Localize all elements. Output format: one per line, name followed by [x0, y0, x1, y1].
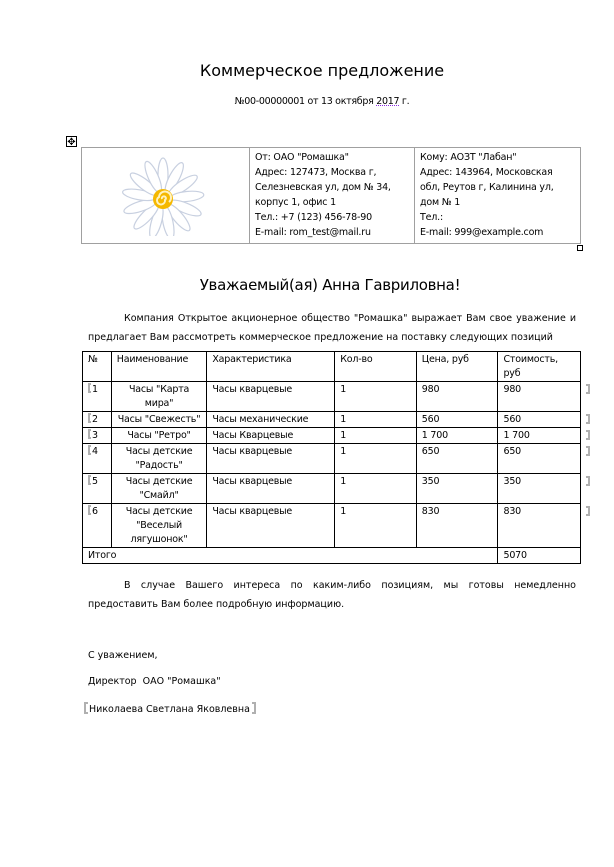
row-characteristic: Часы механические	[207, 412, 335, 428]
row-price: 1 700	[416, 428, 498, 444]
row-cost: 980	[503, 384, 522, 395]
table-row	[83, 428, 581, 444]
bookmark-start-icon	[88, 383, 91, 393]
row-price: 650	[416, 444, 498, 474]
header-qty: Кол-во	[335, 352, 417, 382]
row-name: Часы "Ретро"	[111, 428, 207, 444]
row-qty: 1	[335, 382, 417, 412]
row-characteristic: Часы кварцевые	[207, 504, 335, 548]
recipient-address-1: Адрес: 143964, Московская	[420, 167, 553, 178]
document-year: 2017	[376, 96, 400, 107]
row-characteristic: Часы кварцевые	[207, 474, 335, 504]
document-number: №00-00000001 от 13 октября	[234, 96, 377, 107]
row-qty: 1	[335, 428, 417, 444]
row-cost: 350	[503, 476, 522, 487]
bookmark-start-icon	[84, 702, 88, 714]
row-cost: 650	[503, 446, 522, 457]
sender-address-1: Адрес: 127473, Москва г,	[255, 167, 377, 178]
recipient-phone: Тел.:	[420, 212, 443, 223]
row-price: 560	[416, 412, 498, 428]
bookmark-end-icon	[586, 506, 590, 516]
table-move-handle-icon[interactable]: ✥	[67, 137, 76, 148]
document-year-suffix: г.	[399, 96, 410, 107]
table-row	[83, 382, 581, 412]
bookmark-end-icon	[586, 430, 590, 440]
signature-position: Директор ОАО "Ромашка"	[88, 676, 221, 687]
row-num: 1	[92, 384, 98, 395]
document-title: Коммерческое предложение	[199, 61, 445, 80]
row-qty: 1	[335, 412, 417, 428]
bookmark-end-icon	[586, 446, 590, 456]
header-table	[81, 147, 581, 244]
row-characteristic: Часы кварцевые	[207, 444, 335, 474]
items-table	[82, 351, 581, 564]
row-characteristic: Часы Кварцевые	[207, 428, 335, 444]
row-price: 980	[416, 382, 498, 412]
table-row	[83, 474, 581, 504]
row-num: 3	[92, 430, 98, 441]
row-price: 350	[416, 474, 498, 504]
recipient-name: Кому: АОЗТ "Лабан"	[420, 152, 517, 163]
row-num: 4	[92, 446, 98, 457]
signature-name-line	[84, 702, 256, 715]
document-number-date	[0, 96, 614, 107]
row-name: Часы "Карта мира"	[111, 382, 207, 412]
table-row	[83, 444, 581, 474]
table-row	[83, 412, 581, 428]
total-value: 5070	[498, 548, 581, 564]
row-cost: 830	[503, 506, 522, 517]
sender-email: E-mail: rom_test@mail.ru	[255, 227, 371, 238]
closing-paragraph: В случае Вашего интереса по каким-либо позициям, мы готовы немедленно предоставить Вам более подробную информацию.	[88, 580, 576, 610]
table-resize-handle-icon[interactable]	[577, 245, 583, 251]
chamomile-logo-icon	[115, 154, 215, 236]
sender-info	[250, 148, 415, 244]
header-name: Наименование	[111, 352, 207, 382]
row-cost: 1 700	[503, 430, 530, 441]
recipient-email: E-mail: 999@example.com	[420, 227, 544, 238]
table-total-row	[83, 548, 581, 564]
row-cost: 560	[503, 414, 522, 425]
recipient-address-2: обл, Реутов г, Калинина ул,	[420, 182, 554, 193]
bookmark-start-icon	[88, 475, 91, 485]
bookmark-end-icon	[586, 476, 590, 486]
row-num: 2	[92, 414, 98, 425]
row-qty: 1	[335, 474, 417, 504]
bookmark-start-icon	[88, 429, 91, 439]
signature-name: Николаева Светлана Яковлевна	[89, 704, 250, 715]
header-characteristic: Характеристика	[207, 352, 335, 382]
row-name: Часы детские "Смайл"	[111, 474, 207, 504]
table-row	[83, 504, 581, 548]
sender-address-2: Селезневская ул, дом № 34,	[255, 182, 391, 193]
row-price: 830	[416, 504, 498, 548]
row-qty: 1	[335, 444, 417, 474]
bookmark-start-icon	[88, 505, 91, 515]
row-qty: 1	[335, 504, 417, 548]
sender-phone: Тел.: +7 (123) 456-78-90	[255, 212, 372, 223]
header-num: №	[83, 352, 112, 382]
sender-address-3: корпус 1, офис 1	[255, 197, 336, 208]
table-header-row	[83, 352, 581, 382]
row-characteristic: Часы кварцевые	[207, 382, 335, 412]
logo-cell	[82, 148, 250, 244]
bookmark-end-icon	[586, 414, 590, 424]
bookmark-start-icon	[88, 413, 91, 423]
total-label: Итого	[83, 548, 498, 564]
row-name: Часы детские "Радость"	[111, 444, 207, 474]
header-price: Цена, руб	[416, 352, 498, 382]
row-name: Часы детские "Веселый лягушонок"	[111, 504, 207, 548]
intro-paragraph: Компания Открытое акционерное общество "Ромашка" выражает Вам свое уважение и предлагает Вам рассмотреть коммерческое предложение на поставку следующих позиций	[88, 313, 576, 343]
bookmark-end-icon	[586, 384, 590, 394]
row-name: Часы "Свежесть"	[111, 412, 207, 428]
bookmark-start-icon	[88, 445, 91, 455]
row-num: 6	[92, 506, 98, 517]
sender-name: От: ОАО "Ромашка"	[255, 152, 349, 163]
signature-regards: С уважением,	[88, 650, 158, 661]
recipient-address-3: дом № 1	[420, 197, 461, 208]
greeting: Уважаемый(ая) Анна Гавриловна!	[199, 276, 461, 294]
bookmark-end-icon	[252, 702, 256, 714]
header-cost: Стоимость, руб	[498, 352, 581, 382]
row-num: 5	[92, 476, 98, 487]
recipient-info	[415, 148, 581, 244]
